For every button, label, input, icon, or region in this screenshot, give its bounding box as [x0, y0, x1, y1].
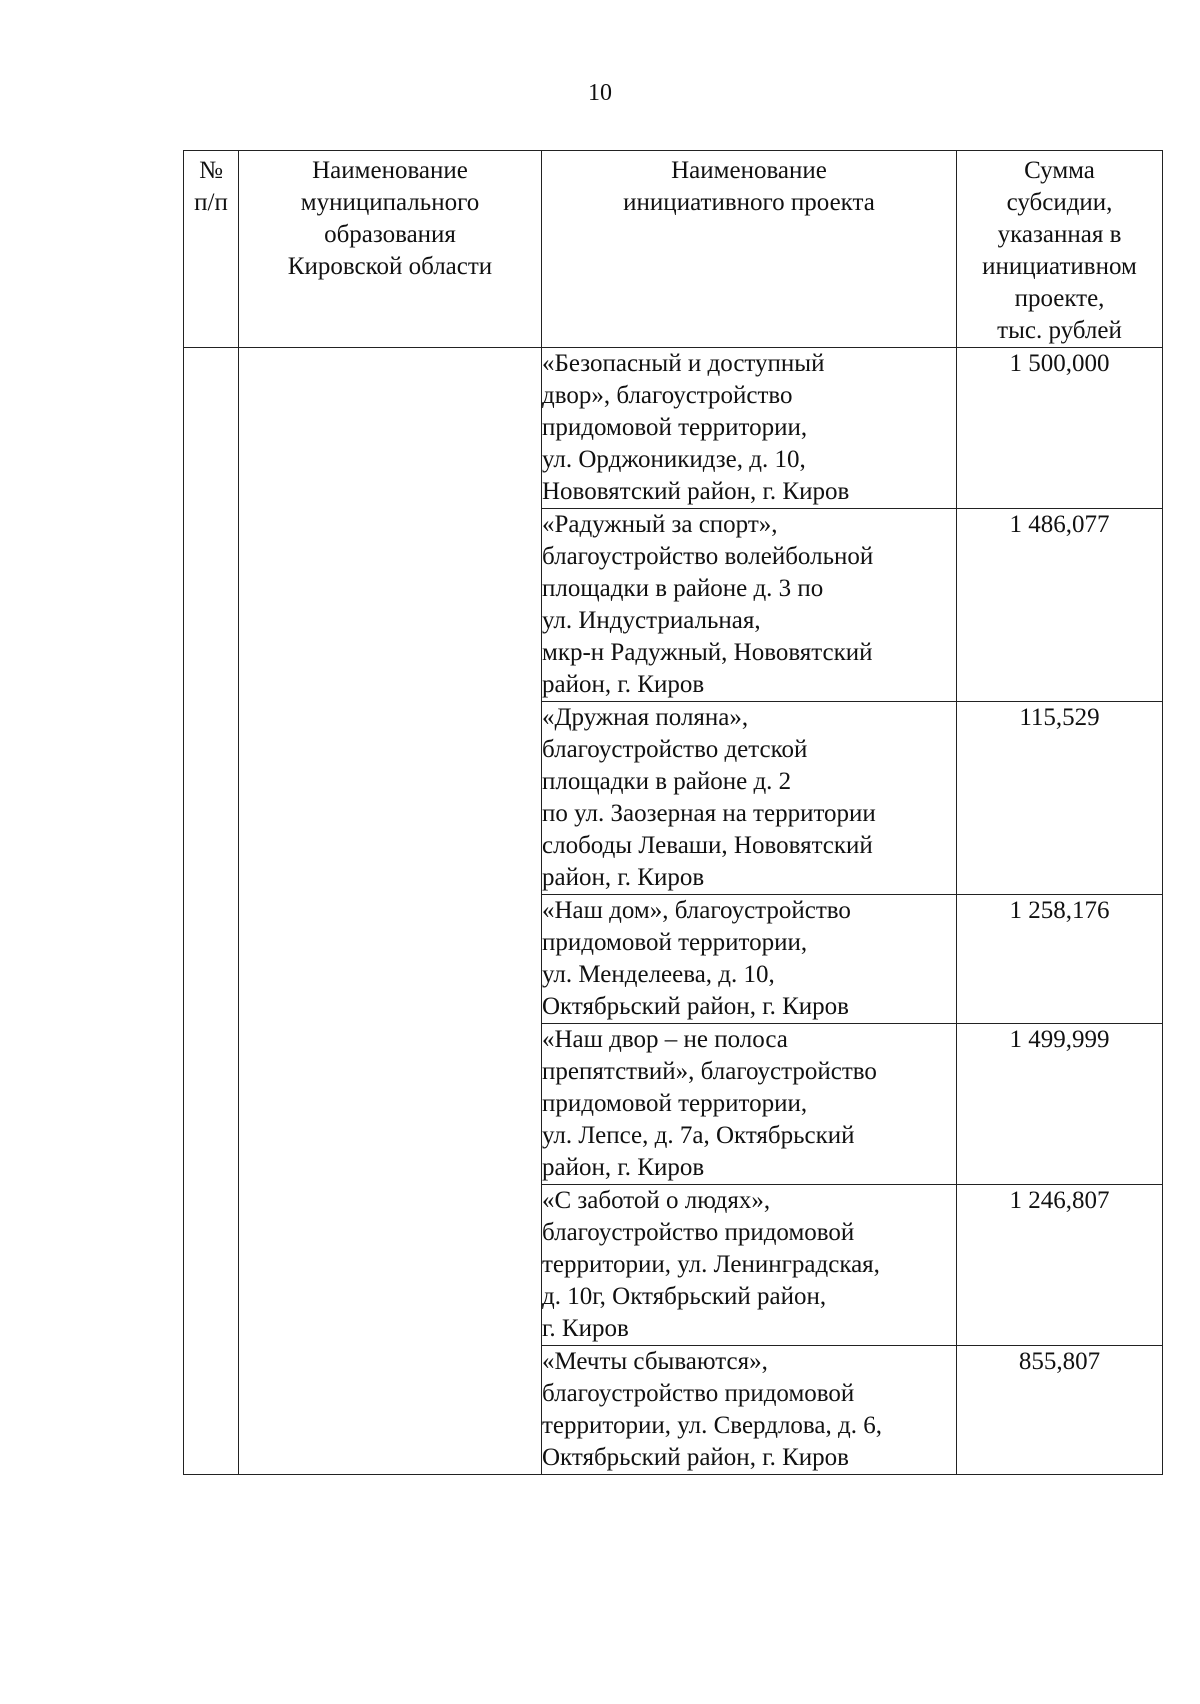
table-row	[184, 348, 1163, 509]
table-header	[184, 151, 1163, 348]
subsidy-table	[183, 150, 1163, 1475]
sum-cell: 1 499,999	[957, 1024, 1163, 1185]
project-cell: «Наш дом», благоустройство придомовой территории, ул. Менделеева, д. 10, Октябрьский район, г. Киров	[542, 895, 957, 1024]
project-cell: «С заботой о людях», благоустройство придомовой территории, ул. Ленинградская, д. 10г, Октябрьский район, г. Киров	[542, 1185, 957, 1346]
project-cell: «Радужный за спорт», благоустройство волейбольной площадки в районе д. 3 по ул. Индустриальная, мкр-н Радужный, Нововятский район, г. Киров	[542, 509, 957, 702]
header-municipality: Наименование муниципального образования Кировской области	[239, 151, 542, 348]
project-cell: «Дружная поляна», благоустройство детской площадки в районе д. 2 по ул. Заозерная на территории слободы Леваши, Нововятский район, г. Киров	[542, 702, 957, 895]
project-cell: «Мечты сбываются», благоустройство придомовой территории, ул. Свердлова, д. 6, Октябрьский район, г. Киров	[542, 1346, 957, 1475]
project-cell: «Наш двор – не полоса препятствий», благоустройство придомовой территории, ул. Лепсе, д. 7а, Октябрьский район, г. Киров	[542, 1024, 957, 1185]
sum-cell: 115,529	[957, 702, 1163, 895]
table-body	[184, 348, 1163, 1475]
sum-cell: 1 500,000	[957, 348, 1163, 509]
municipality-cell	[239, 348, 542, 1475]
header-row	[184, 151, 1163, 348]
sum-cell: 1 258,176	[957, 895, 1163, 1024]
header-sum: Сумма субсидии, указанная в инициативном проекте, тыс. рублей	[957, 151, 1163, 348]
page-number: 10	[588, 80, 612, 106]
sum-cell: 1 246,807	[957, 1185, 1163, 1346]
sum-cell: 855,807	[957, 1346, 1163, 1475]
sum-cell: 1 486,077	[957, 509, 1163, 702]
num-cell	[184, 348, 239, 1475]
project-cell: «Безопасный и доступный двор», благоустройство придомовой территории, ул. Орджоникидзе, д. 10, Нововятский район, г. Киров	[542, 348, 957, 509]
header-project: Наименование инициативного проекта	[542, 151, 957, 348]
header-num: № п/п	[184, 151, 239, 348]
